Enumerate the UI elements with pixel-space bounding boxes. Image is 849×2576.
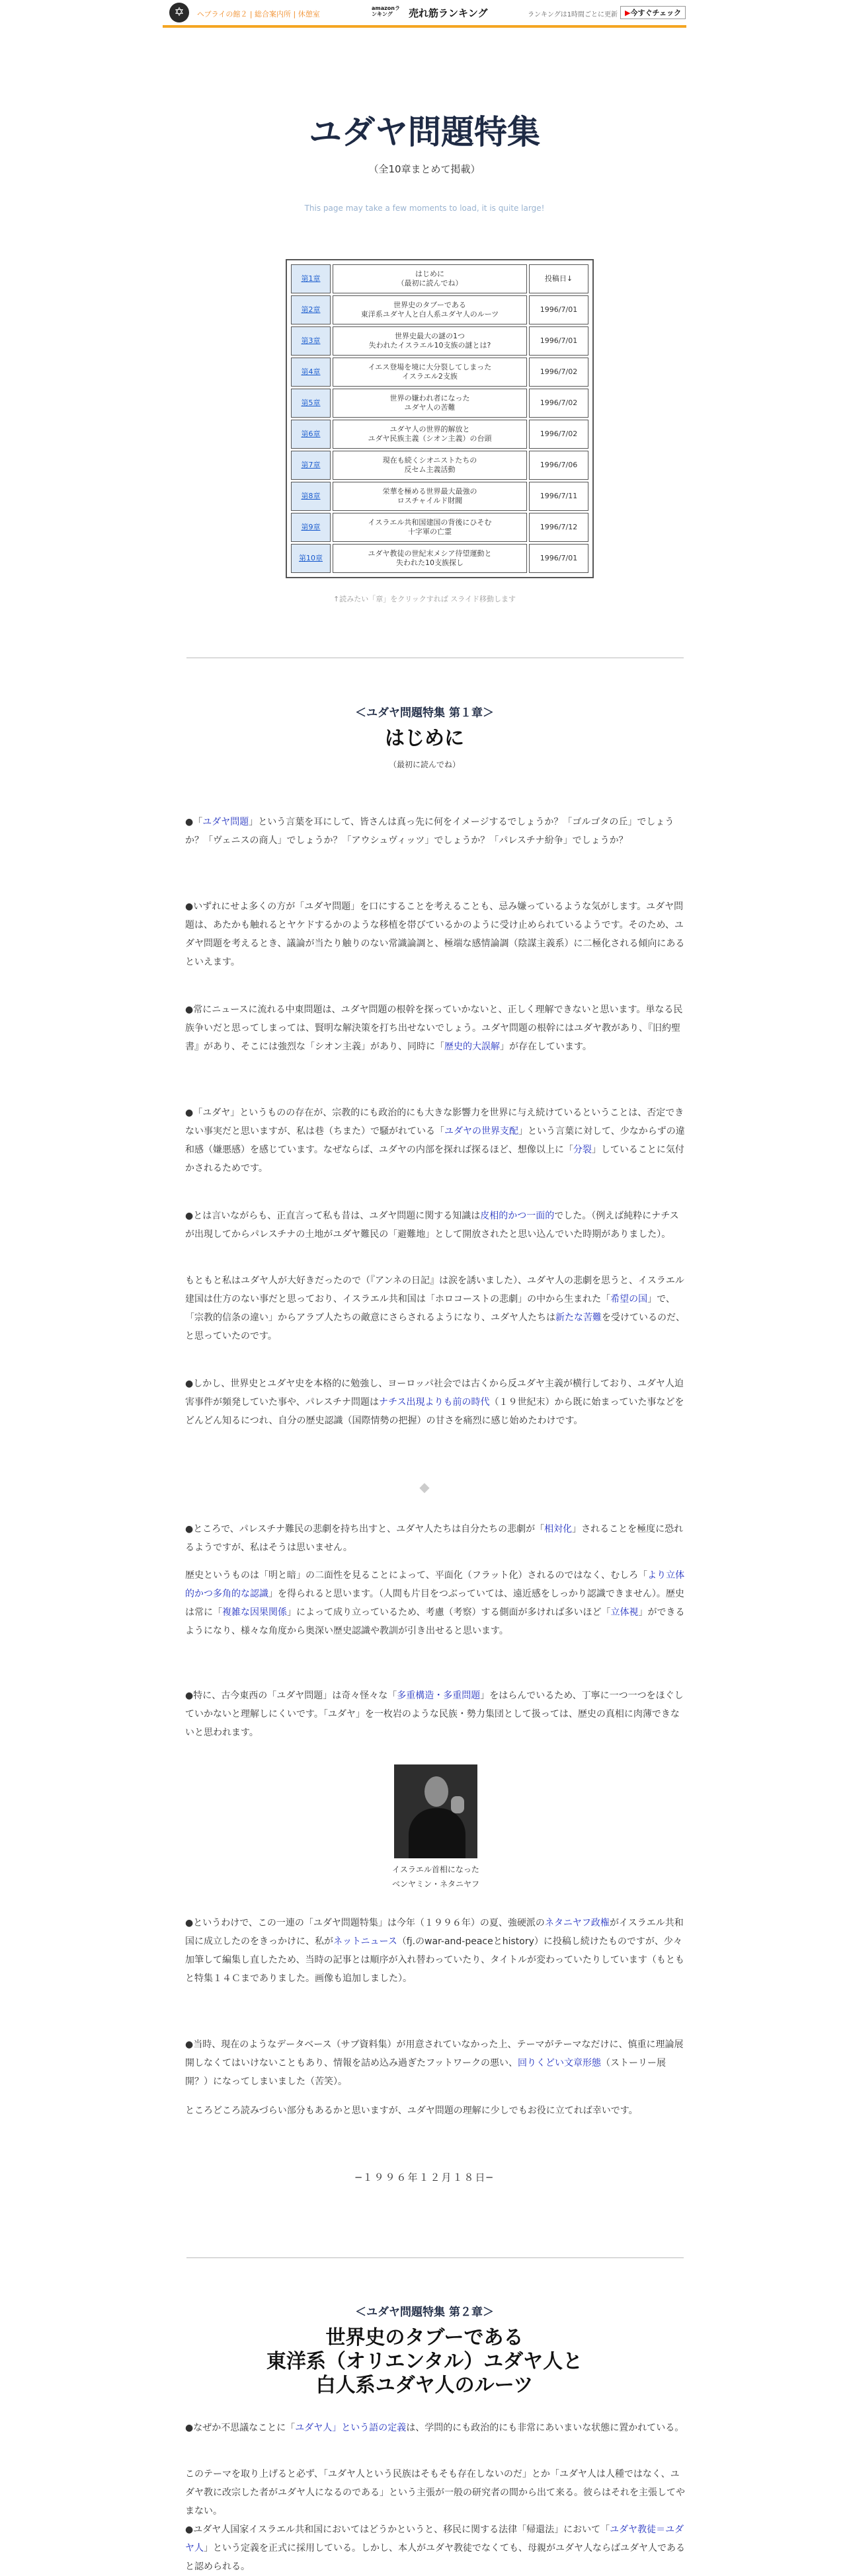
toc-title-line: 栄華を極める世界最大最強の bbox=[382, 487, 477, 496]
chapter1-paragraph: ●当時、現在のようなデータベース（サブ資料集）が用意されていなかった上、テーマがテーマなだけに、慎重に理論展開しなくてはいけないこともあり、情報を詰め込み過ぎたフットワークの悪い、回りくどい文章形態（ストーリー展開？）になってしまいました（苦笑）。 bbox=[185, 2039, 684, 2087]
toc-date-cell: 投稿日↓ bbox=[529, 264, 588, 293]
toc-title-cell bbox=[333, 264, 527, 293]
chapter2-paragraph: このテーマを取り上げると必ず、「ユダヤ人という民族はそもそも存在しないのだ」とか「ユダヤ人は人種ではなく、ユダヤ教に改宗した者がユダヤ人になるのである」という主張が一般の研究者の間から出て来る。彼らはそれを主張してやまない。 bbox=[185, 2469, 685, 2517]
highlighted-term: 複雑な因果関係 bbox=[222, 1607, 287, 1618]
highlighted-term: ネタニヤフ政権 bbox=[544, 1918, 610, 1928]
toc-title-line: 世界史最大の謎の1つ bbox=[395, 332, 465, 340]
toc-chapter-link[interactable]: 第4章 bbox=[301, 367, 321, 376]
toc-row bbox=[291, 389, 588, 418]
highlighted-term: 分裂 bbox=[573, 1145, 592, 1155]
toc-chapter-cell bbox=[291, 264, 331, 293]
chapter2-title-line: 東洋系（オリエンタル）ユダヤ人と bbox=[266, 2350, 583, 2373]
toc-row bbox=[291, 264, 588, 293]
toc-chapter-link[interactable]: 第5章 bbox=[301, 398, 321, 407]
highlighted-term: 多重構造・多重問題 bbox=[397, 1690, 481, 1701]
photo-hand-shape bbox=[451, 1796, 464, 1813]
toc-date-cell: 1996/7/06 bbox=[529, 451, 588, 480]
toc-chapter-cell bbox=[291, 451, 331, 480]
amazon-ranking-label: amazonランキング bbox=[372, 5, 400, 17]
toc-title-line: イスラエル共和国建国の背後にひそむ bbox=[368, 518, 492, 527]
chapter1-paragraph: ●ところで、パレスチナ難民の悲劇を持ち出すと、ユダヤ人たちは自分たちの悲劇が「相対化」されることを極度に恐れるようですが、私はそうは思いません。 bbox=[185, 1524, 684, 1553]
toc-title-cell bbox=[333, 544, 527, 573]
toc-title-line: はじめに bbox=[415, 270, 444, 278]
toc-hint: ↑読みたい「章」をクリックすれば スライド移動します bbox=[333, 595, 516, 603]
toc-table bbox=[289, 262, 590, 575]
toc-title-line: イスラエル2支族 bbox=[402, 372, 458, 381]
toc-chapter-cell bbox=[291, 326, 331, 356]
ranking-title[interactable]: 売れ筋ランキング bbox=[409, 7, 488, 19]
toc-title-line: 失われた10支族探し bbox=[396, 558, 464, 567]
toc-title-line: 東洋系ユダヤ人と白人系ユダヤ人のルーツ bbox=[360, 310, 499, 319]
photo-caption-line2: ベンヤミン・ネタニヤフ bbox=[391, 1879, 479, 1889]
chapter1-paragraph: ●「ユダヤ」というものの存在が、宗教的にも政治的にも大きな影響力を世界に与え続けているということは、否定できない事実だと思いますが、私は巷（ちまた）で騒がれている「ユダヤの世界支配」という言葉に対して、少なからずの違和感（嫌悪感）を感じています。なぜならば、ユダヤの内部を探れば探るほど、想像以上に「分裂」していることに気付かされるためです。 bbox=[185, 1108, 685, 1174]
loading-note: This page may take a few moments to load, it is quite large! bbox=[304, 204, 545, 213]
chapter2-title-line: 世界史のタブーである bbox=[325, 2326, 524, 2349]
toc-title-line: 世界の嫌われ者になった bbox=[389, 394, 470, 402]
check-now-label: 今すぐチェック bbox=[630, 9, 682, 17]
toc-title-line: 十字軍の亡霊 bbox=[408, 527, 452, 536]
page-title: ユダヤ問題特集 bbox=[309, 112, 540, 151]
toc-chapter-link[interactable]: 第10章 bbox=[299, 554, 323, 562]
toc-date-cell: 1996/7/01 bbox=[529, 544, 588, 573]
site-nav-links[interactable]: ヘブライの館２ | 総合案内所 | 休憩室 bbox=[197, 10, 320, 19]
toc-chapter-link[interactable]: 第9章 bbox=[301, 523, 321, 531]
divider bbox=[186, 2257, 684, 2258]
toc-row bbox=[291, 420, 588, 449]
toc-chapter-cell bbox=[291, 544, 331, 573]
toc-title-cell bbox=[333, 482, 527, 511]
toc-title-cell bbox=[333, 358, 527, 387]
toc-date-cell: 1996/7/02 bbox=[529, 389, 588, 418]
highlighted-term: 相対化 bbox=[544, 1524, 573, 1534]
photo-body-shape bbox=[409, 1808, 465, 1858]
play-arrow-icon: ▶ bbox=[625, 9, 631, 17]
highlighted-term: より立体的かつ多角的な認識 bbox=[185, 1570, 685, 1599]
top-banner bbox=[163, 0, 686, 28]
toc-row bbox=[291, 482, 588, 511]
toc-title-line: ユダヤ教徒の世紀末メシア待望運動と bbox=[368, 549, 492, 558]
toc-date-cell: 1996/7/02 bbox=[529, 358, 588, 387]
chapter1-paragraph: ●常にニュースに流れる中東問題は、ユダヤ問題の根幹を探っていかないと、正しく理解できないと思います。単なる民族争いだと思ってしまっては、賢明な解決策を打ち出せないでしょう。ユダヤ問題の根幹にはユダヤ教があり、『旧約聖書』があり、そこには強烈な「シオン主義」があり、同時に「歴史的大誤解」が存在しています。 bbox=[185, 1004, 683, 1052]
chapter1-subtitle: （最初に読んでね） bbox=[388, 760, 460, 769]
toc-date-cell: 1996/7/01 bbox=[529, 326, 588, 356]
chapter1-title: はじめに bbox=[385, 727, 464, 750]
highlighted-term: 回りくどい文章形態 bbox=[518, 2058, 602, 2068]
toc-chapter-cell bbox=[291, 295, 331, 324]
chapter1-head: ＜ユダヤ問題特集 第１章＞ bbox=[355, 706, 494, 720]
chapter1-paragraph: 歴史というものは「明と暗」の二面性を見ることによって、平面化（フラット化）されるのではなく、むしろ「より立体的かつ多角的な認識」を得られると思います。（人間も片目をつぶっていては、遠近感をしっかり認識できません）。歴史は常に「複雑な因果関係」によって成り立っているため、考慮（考察）する側面が多ければ多いほど「立体視」ができるようになり、様々な角度から奥深い歴史認識や教訓が引き出せると思います。 bbox=[185, 1570, 685, 1636]
toc-date-cell: 1996/7/11 bbox=[529, 482, 588, 511]
chapter1-signature-date: ─１９９６年１２月１８日─ bbox=[355, 2172, 494, 2183]
toc-chapter-link[interactable]: 第8章 bbox=[301, 492, 321, 500]
toc-chapter-link[interactable]: 第7章 bbox=[301, 461, 321, 469]
toc-title-line: ユダヤ民族主義（シオン主義）の台頭 bbox=[368, 434, 492, 443]
toc-row bbox=[291, 544, 588, 573]
chapter1-paragraph: もともと私はユダヤ人が大好きだったので（『アンネの日記』は涙を誘いました）、ユダヤ人の悲劇を思うと、イスラエル建国は仕方のない事だと思っており、イスラエル共和国は「ホロコーストの悲劇」の中から生まれた「希望の国」で、「宗教的信条の違い」からアラブ人たちの敵意にさらされるようになり、ユダヤ人たちは新たな苦難を受けているのだ、と思っていたのです。 bbox=[185, 1275, 685, 1342]
highlighted-term: ユダヤ人」という語の定義 bbox=[295, 2423, 407, 2433]
toc-row bbox=[291, 295, 588, 324]
toc-chapter-link[interactable]: 第3章 bbox=[301, 336, 321, 345]
highlighted-term: 歴史的大誤解 bbox=[444, 1042, 500, 1052]
toc-row bbox=[291, 326, 588, 356]
table-of-contents bbox=[286, 259, 594, 578]
highlighted-term: ナチス出現よりも前の時代 bbox=[379, 1397, 490, 1408]
toc-title-line: ユダヤ人の世界的解放と bbox=[389, 425, 470, 434]
toc-title-line: （最初に読んでね） bbox=[397, 279, 463, 287]
toc-chapter-link[interactable]: 第6章 bbox=[301, 430, 321, 438]
chapter1-paragraph: ●特に、古今東西の「ユダヤ問題」は奇々怪々な「多重構造・多重問題」をはらんでいるため、丁寧に一つ一つをほぐしていかないと理解しにくいです。「ユダヤ」を一枚岩のような民族・勢力集団として扱っては、歴史の真相に肉薄できないと思われます。 bbox=[185, 1690, 684, 1738]
highlighted-term: 新たな苦難 bbox=[555, 1312, 602, 1323]
toc-title-line: 失われたイスラエル10支族の謎とは? bbox=[368, 341, 491, 350]
highlighted-term: ユダヤ問題 bbox=[202, 817, 249, 827]
toc-title-cell bbox=[333, 451, 527, 480]
photo-head-shape bbox=[425, 1776, 448, 1807]
toc-chapter-link[interactable]: 第1章 bbox=[301, 274, 321, 283]
chapter1-paragraph: ●しかし、世界史とユダヤ史を本格的に勉強し、ヨーロッパ社会では古くから反ユダヤ主義が横行しており、ユダヤ人迫害事件が頻発していた事や、パレスチナ問題はナチス出現よりも前の時代（１９世紀末）から既に始まっていた事などをどんどん知るにつれ、自分の歴史認識（国際情勢の把握）の甘さを痛烈に感じ始めたわけです。 bbox=[185, 1379, 684, 1426]
photo-caption bbox=[0, 1862, 849, 1891]
toc-title-line: ロスチャイルド財閥 bbox=[397, 496, 463, 505]
highlighted-term: 立体視 bbox=[610, 1607, 639, 1618]
chapter1-paragraph: ところどころ読みづらい部分もあるかと思いますが、ユダヤ問題の理解に少しでもお役に立てれば幸いです。 bbox=[185, 2105, 638, 2116]
star-of-david-logo-icon[interactable]: ✡ bbox=[169, 3, 189, 22]
chapter2-head: ＜ユダヤ問題特集 第２章＞ bbox=[355, 2306, 494, 2319]
highlighted-term: ユダヤ教徒＝ユダヤ人 bbox=[185, 2524, 684, 2554]
toc-title-cell bbox=[333, 420, 527, 449]
toc-chapter-cell bbox=[291, 482, 331, 511]
check-now-button[interactable] bbox=[620, 6, 686, 19]
toc-chapter-link[interactable]: 第2章 bbox=[301, 305, 321, 314]
netanyahu-photo bbox=[394, 1764, 477, 1858]
toc-title-line: ユダヤ人の苦難 bbox=[404, 403, 456, 412]
toc-title-cell bbox=[333, 295, 527, 324]
toc-title-cell bbox=[333, 513, 527, 542]
toc-chapter-cell bbox=[291, 513, 331, 542]
toc-title-line: 反セム主義活動 bbox=[404, 465, 456, 474]
toc-title-line: イエス登場を境に大分裂してしまった bbox=[368, 363, 492, 371]
toc-date-cell: 1996/7/02 bbox=[529, 420, 588, 449]
highlighted-term: ネットニュース bbox=[333, 1936, 397, 1947]
toc-title-cell bbox=[333, 326, 527, 356]
toc-title-line: 現在も続くシオニストたちの bbox=[382, 456, 477, 465]
section-diamond-icon: ◆ bbox=[419, 1479, 430, 1495]
toc-row bbox=[291, 513, 588, 542]
toc-chapter-cell bbox=[291, 420, 331, 449]
chapter1-paragraph: ●「ユダヤ問題」という言葉を耳にして、皆さんは真っ先に何をイメージするでしょうか？「ゴルゴタの丘」でしょうか？「ヴェニスの商人」でしょうか？「アウシュヴィッツ」でしょうか？「パレスチナ紛争」でしょうか？ bbox=[185, 817, 674, 846]
chapter1-paragraph: ●いずれにせよ多くの方が「ユダヤ問題」を口にすることを考えることも、忌み嫌っているような気がします。ユダヤ問題は、あたかも触れるとヤケドするかのような移植を帯びているかのように受け止められているようです。そのため、ユダヤ問題を考えるとき、議論が当たり触りのない常識論調と、極端な感情論調（陰謀主義系）に二極化される傾向にあるといえます。 bbox=[185, 901, 685, 967]
chapter2-title-line: 白人系ユダヤ人のルーツ bbox=[315, 2374, 534, 2397]
toc-date-cell: 1996/7/12 bbox=[529, 513, 588, 542]
photo-caption-line1: イスラエル首相になった bbox=[392, 1865, 479, 1874]
chapter2-title bbox=[0, 2326, 849, 2398]
toc-date-cell: 1996/7/01 bbox=[529, 295, 588, 324]
toc-title-cell bbox=[333, 389, 527, 418]
toc-chapter-cell bbox=[291, 358, 331, 387]
toc-chapter-cell bbox=[291, 389, 331, 418]
chapter2-paragraph: ●なぜか不思議なことに「ユダヤ人」という語の定義は、学問的にも政治的にも非常にあいまいな状態に置かれている。 bbox=[185, 2423, 684, 2433]
highlighted-term: 皮相的かつ一面的 bbox=[480, 1211, 555, 1221]
highlighted-term: 希望の国 bbox=[610, 1294, 648, 1305]
chapter1-paragraph: ●とは言いながらも、正直言って私も昔は、ユダヤ問題に関する知識は皮相的かつ一面的でした。（例えば純粋にナチスが出現してからパレスチナの土地がユダヤ難民の「避難地」として開放されたと思い込んでいた時期がありました）。 bbox=[185, 1211, 679, 1240]
chapter2-paragraph: ●ユダヤ人国家イスラエル共和国においてはどうかというと、移民に関する法律「帰還法」において「ユダヤ教徒＝ユダヤ人」という定義を正式に採用している。しかし、本人がユダヤ教徒でなくても、母親がユダヤ人ならばユダヤ人であると認められる。 bbox=[185, 2524, 685, 2572]
toc-row bbox=[291, 358, 588, 387]
page-subtitle: （全10章まとめて掲載） bbox=[368, 163, 481, 175]
toc-title-line: 世界史のタブーである bbox=[393, 301, 466, 309]
toc-row bbox=[291, 451, 588, 480]
highlighted-term: ユダヤの世界支配 bbox=[444, 1126, 518, 1137]
ranking-note: ランキングは1時間ごとに更新 bbox=[528, 11, 618, 19]
chapter1-paragraph: ●というわけで、この一連の「ユダヤ問題特集」は今年（１９９６年）の夏、強硬派のネタニヤフ政権がイスラエル共和国に成立したのをきっかけに、私がネットニュース（fj.のwar-and-peaceとhistory）に投稿し続けたものですが、少々加筆して編集し直したため、当時の記事とは順序が入れ替わっていたり、タイトルが変わっていたりしています（もともと特集１４Ｃまでありました。画像も追加しました）。 bbox=[185, 1918, 684, 1984]
